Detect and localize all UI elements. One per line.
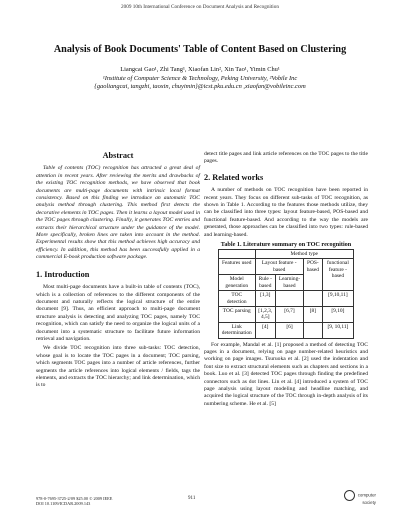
abstract-text: Table of contents (TOC) recognition has attracted a great deal of attention in recent years. After reviewing the merits and drawbacks of the existing TOC recognition methods, we have observed that book documents are multi-page documents with intrinsic local format consistency. Based on this finding we introduce an automatic TOC analysis method through clustering. This method first detects the decorative elements in TOC pages. Then it learns a layout model used in the TOC pages through clustering. Finally, it generates TOC entries and extracts their hierarchical structure under the guidance of the model. More specifically, broken lines are taken into account in the method. Experimental results show that this method achieves high accuracy and efficiency. In addition, this method has been successfully applied in a commercial E-book production software package. — [36, 165, 200, 261]
conference-header: 2009 10th International Conference on Document Analysis and Recognition — [121, 4, 279, 10]
table-cell: Link determination — [219, 322, 256, 338]
author-block — [20, 66, 380, 92]
table-row — [219, 259, 354, 275]
literature-summary-table — [218, 249, 354, 338]
abstract-heading: Abstract — [102, 151, 134, 160]
introduction-paragraph-2: We divide TOC recognition into three sub-tasks: TOC detection, whose goal is to locate the TOC pages in a document; TOC parsing, which segments TOC pages into a number of article references, further segments the article references into logical elements / fields, tags the elements, and extracts the TOC hierarchy; and link determination, which is to — [36, 345, 200, 389]
table-cell: [6] — [276, 322, 304, 338]
computer-society-icon — [344, 490, 355, 501]
table-row — [219, 291, 354, 307]
table-cell: [4] — [255, 322, 276, 338]
right-column — [204, 151, 368, 410]
table-cell — [303, 322, 322, 338]
continuation-paragraph: detect title pages and link article references on the TOC pages to the title pages. — [204, 151, 368, 165]
table-cell — [219, 250, 256, 259]
table-header-layout-feature: Layout feature -based — [255, 259, 303, 275]
ieee-computer-society-logo — [338, 490, 376, 506]
page-number: 911 — [188, 496, 196, 501]
table-cell: [9,10] — [322, 306, 353, 322]
table-cell: [1,2,3, 4,5] — [255, 306, 276, 322]
paper-title: Analysis of Book Documents' Table of Content Based on Clustering — [53, 44, 347, 55]
footer-copyright — [36, 496, 112, 507]
table-header-pos-based: POS-based — [303, 259, 322, 291]
table-header-learning-based: Learning-based — [276, 275, 304, 291]
table-cell: [9, 10,11] — [322, 322, 353, 338]
table-cell: TOC parsing — [219, 306, 256, 322]
footer-isbn: 978-0-7695-3725-2/09 $25.00 © 2009 IEEE — [36, 496, 113, 501]
table-header-functional: functional feature -based — [322, 259, 353, 291]
table-cell — [303, 291, 322, 307]
table-cell: [8] — [303, 306, 322, 322]
table-cell: TOC detection — [219, 291, 256, 307]
table-header-features-used: Features used — [219, 259, 256, 275]
table-cell: [1,3] — [255, 291, 276, 307]
author-names: Liangcai Gao¹, Zhi Tang¹, Xiaofan Lin², Xin Tao¹, Yimin Chu¹ — [120, 66, 280, 73]
table-caption: Table 1. Literature summary on TOC recognition — [220, 241, 352, 249]
related-works-heading: 2. Related works — [204, 172, 264, 182]
author-affiliation: ¹Institute of Computer Science & Technology, Peking University, ²Vobile Inc — [102, 74, 298, 82]
footer-doi: DOI 10.1109/ICDAR.2009.143 — [36, 501, 91, 507]
table-row — [219, 306, 354, 322]
introduction-heading: 1. Introduction — [36, 269, 90, 279]
introduction-paragraph-1: Most multi-page documents have a built-in table of contents (TOC), which is a collection of references to the different components of the document and naturally reflects the logical structure of the entire document [9]. Thus, an efficient approach to multi-page document structure analysis is detecting and analyzing TOC pages, namely TOC recognition, which can satisfy the need to organize the logical units of a document into a systematic structure to facilitate future information retrieval and navigation. — [36, 284, 200, 342]
table-cell: [9,10,11] — [322, 291, 353, 307]
table-header-method-type: Method type — [255, 250, 354, 259]
related-works-paragraph-2: For example, Mandal et al. [1] proposed a method of detecting TOC pages in a document, relying on page number-related heuristics and working on page images. Tsuruoka et al. [2] used the indentation and font size to extract structural elements such as chapters and sections in a book. Luo et al. [3] detected TOC pages through finding the predefined connectors such as dot lines. Lin et al. [4] introduced a system of TOC page analysis using layout modeling and headline matching, and acquired the logical structure of the TOC through in-depth analysis of its numbering scheme. He et al. [5] — [204, 341, 368, 407]
logo-text: computer society — [357, 492, 376, 505]
left-column — [36, 152, 200, 392]
table-row — [219, 250, 354, 259]
table-header-rule-based: Rule -based — [255, 275, 276, 291]
table-cell — [276, 291, 304, 307]
author-emails: {gaoliangcai, tangzhi, taoxin, chuyimin}@icst.pku.edu.cn ,xiaofan@vobileinc.com — [94, 83, 306, 91]
related-works-paragraph-1: A number of methods on TOC recognition have been reported in recent years. They focus on different sub-tasks of TOC recognition, as shown in Table 1. According to the features those methods utilize, they can be classified into three types: layout feature-based, POS-based and functional feature-based. And according to the way the models are generated, those approaches can be classified into two types: rule-based and learning-based. — [204, 187, 368, 238]
table-row — [219, 322, 354, 338]
table-cell: [6,7] — [276, 306, 304, 322]
table-header-model-generation: Model generation — [219, 275, 256, 291]
